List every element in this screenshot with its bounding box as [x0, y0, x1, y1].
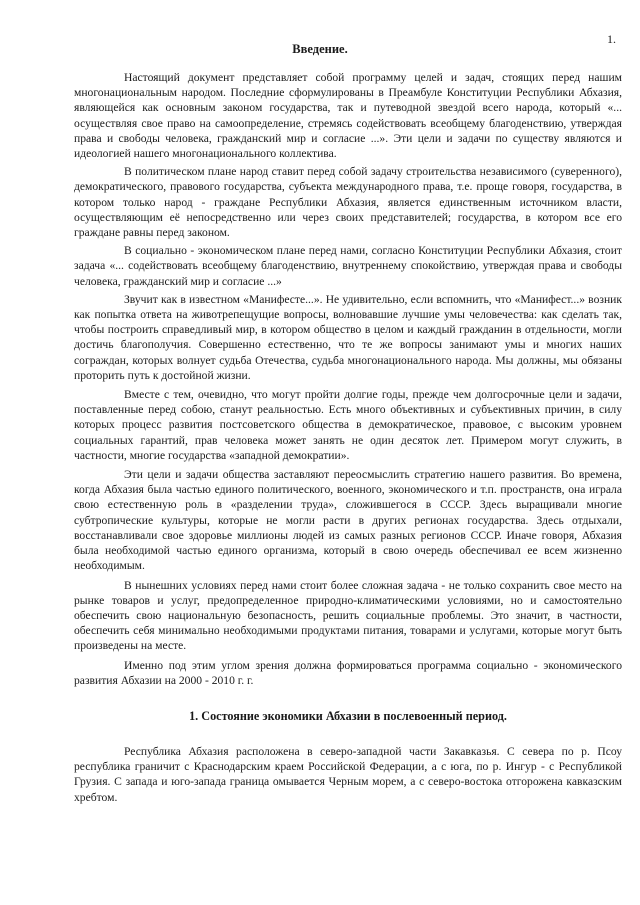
- paragraph-intro: Настоящий документ представляет собой программу целей и задач, стоящих перед нашим многонациональным народом. Последние сформулированы в Преамбуле Конституции Республики Абхазия, являющейся как основным законом государства, так и путеводной звездой всего народа, который «... осуществляя свое право на самоопределение, стремясь содействовать всеобщему благоденствию, утверждая права и свободы человека, гражданский мир и согласие ...». Эти цели и задачи по существу являются и идеологией нашего многонационального коллектива.: [74, 71, 622, 161]
- page-number: 1.: [607, 32, 616, 46]
- document-body: [74, 70, 622, 808]
- paragraph-socioeconomic: В социально - экономическом плане перед нами, согласно Конституции Республики Абхазия, стоит задача «... содействовать всеобщему благоденствию, внутреннему спокойствию, утверждая права и свободы человека, гражданский мир и согласие ...»: [74, 244, 622, 288]
- paragraph-strategy: Эти цели и задачи общества заставляют переосмыслить стратегию нашего развития. Во времена, когда Абхазия была частью единого политического, военного, экономического и т.п. пространств, она играла свою естественную роль в «разделении труда», сложившегося в СССР. Здесь выращивали многие субтропические культуры, которые не могли расти в других регионах государства. Здесь отдыхали, восстанавливали свое здоровье миллионы людей из самых разных регионов СССР. Иначе говоря, Абхазия была необходимой частью единого организма, который в свою очередь обеспечивал ее всем жизненно необходимым.: [74, 468, 622, 573]
- section-heading: 1. Состояние экономики Абхазии в послевоенный период.: [189, 708, 507, 723]
- paragraph-geography: Республика Абхазия расположена в северо-западной части Закавказья. С севера по р. Псоу республика граничит с Краснодарским краем Российской Федерации, а с юга, по р. Ингур - с Республикой Грузия. С запада и юго-запада граница омывается Черным морем, а с северо-востока отгорожена кавказским хребтом.: [74, 744, 622, 804]
- paragraph-long-term: Вместе с тем, очевидно, что могут пройти долгие годы, прежде чем долгосрочные цели и задачи, поставленные перед собою, станут реальностью. Есть много объективных и субъективных причин, в силу которых процесс развития постсоветского общества в демократическое, правовое, с высоким уровнем социальных гарантий, прав человека может занять не один десяток лет. Примером могут служить, в частности, многие государства «западной демократии».: [74, 388, 622, 462]
- paragraph-manifesto: Звучит как в известном «Манифесте...». Не удивительно, если вспомнить, что «Манифест...» возник как попытка ответа на животрепещущие вопросы, волновавшие лучшие умы человечества: как сделать так, чтобы построить справедливый мир, в котором общество в целом и каждый гражданин в отдельности, могли достичь благополучия. Совершенно естественно, что те же вопросы занимают умы и многих наших сограждан, которых волнует судьба Отечества, судьба многонационального народа. Мы должны, мы обязаны проторить путь к достойной жизни.: [74, 292, 622, 382]
- paragraph-program: Именно под этим углом зрения должна формироваться программа социально - экономического развития Абхазии на 2000 - 2010 г. г.: [74, 658, 622, 687]
- paragraph-political: В политическом плане народ ставит перед собой задачу строительства независимого (суверенного), демократического, правового государства, субъекта международного права, т.е. проще говоря, государства, в котором только народ - граждане Республики Абхазия, является единственным источником власти, осуществляющим её непосредственно или через своих представителей; государства, в котором все его граждане равны перед законом.: [74, 165, 622, 240]
- page-title: Введение.: [292, 42, 348, 56]
- paragraph-current-conditions: В нынешних условиях перед нами стоит более сложная задача - не только сохранить свое место на рынке товаров и услуг, предопределенное природно-климатическими условиями, но и самостоятельно обеспечить свою национальную безопасность, решить социальные проблемы. Это значит, в частности, обеспечить себя минимально необходимыми продуктами питания, товарами и услугами, которые могут быть произведены на месте.: [74, 578, 622, 653]
